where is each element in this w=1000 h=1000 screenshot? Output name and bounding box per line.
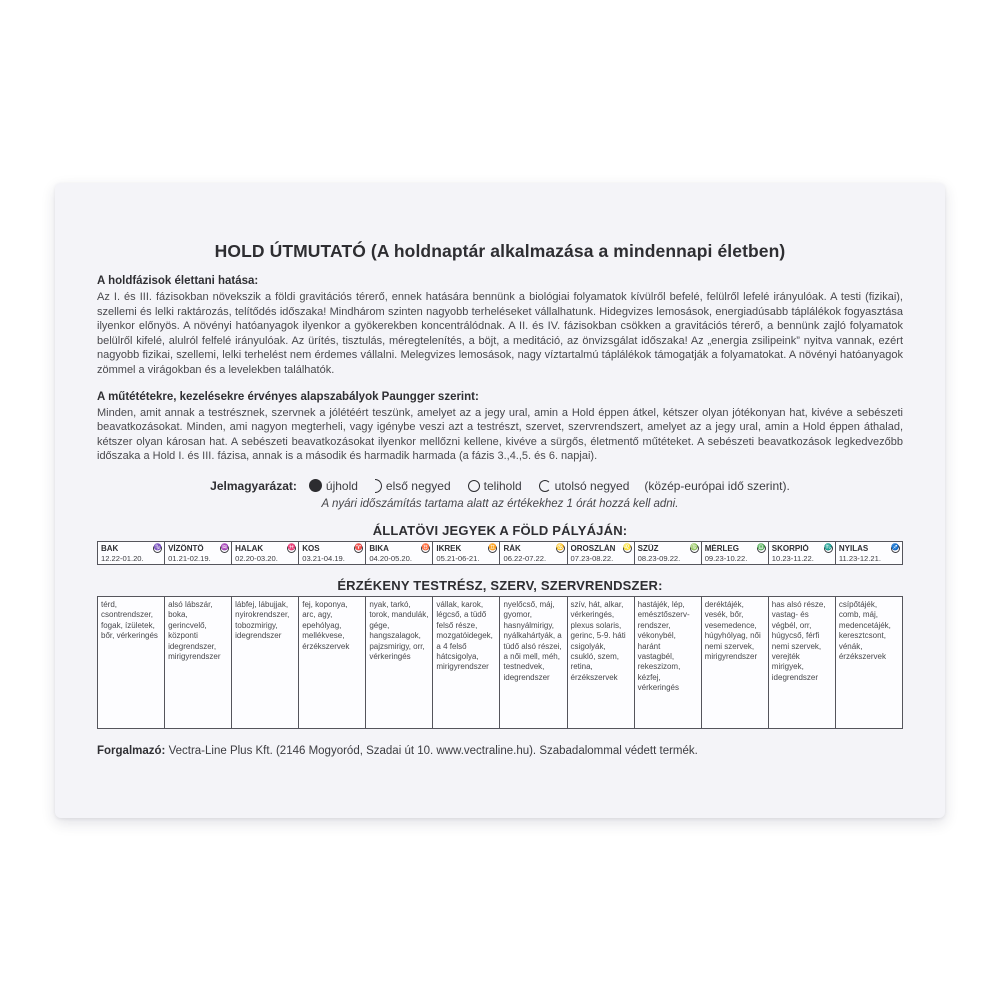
summer-time-note: A nyári időszámítás tartama alatt az értékekhez 1 órát hozzá kell adni. [321,497,679,510]
zodiac-table [97,541,903,565]
last-quarter-moon-icon [539,480,551,492]
zodiac-dates: 05.21-06-21. [436,553,480,563]
organ-column: csípőtájék, comb, máj, medencetájék, keresztcsont, vénák, érzékszervek [835,597,902,728]
organ-column: vállak, karok, légcső, a tüdő felső része, mozgatóidegek, a 4 felső hátcsigolya, mirigyrendszer [432,597,499,728]
legend-row [97,479,903,493]
zodiac-cell [365,542,432,564]
legend-item-last-quarter [539,479,630,493]
zodiac-cell [835,542,902,564]
legend-timezone-note: (közép-európai idő szerint). [644,478,790,493]
zodiac-dates: 10.23-11.22. [771,553,814,563]
zodiac-symbol-icon: ♐ [891,544,900,552]
zodiac-symbol-icon: ♓ [287,544,296,552]
paragraph-surgery-rules: Minden, amit annak a testrésznek, szervnek a jólétéért teszünk, amelyet az a jegy ural, amin a Hold éppen átkel, kétszer olyan jótékonyan hat, kivéve a sebészeti beavatkozásokat. Minden, ami nagyon megterheli, vagy igénybe veszi azt a testrészt, szervet, szervrendszert, amelyet az a jegy ural, amin a Hold éppen áthalad, kétszer olyan károsan hat. A sebészeti beavatkozásokat ilyenkor mellőzni kellene, kivéve a sürgős, életmentő műtéteket. A sebészeti beavatkozások legkedvezőbb időszaka a Hold I. és III. fázisa, annak is a második és harmadik harmada (a fázis 3.,4.,5. és 6. napjai). [97,406,903,463]
zodiac-symbol-icon: ♎ [757,544,766,552]
organ-column: nyak, tarkó, torok, mandulák, gége, hangszalagok, pajzsmirigy, orr, vérkeringés [365,597,432,728]
organ-column: lábfej, lábujjak, nyirokrendszer, tobozmirigy, idegrendszer [231,597,298,728]
zodiac-symbol-icon: ♍ [690,544,699,552]
zodiac-cell [499,542,566,564]
legend-label: Jelmagyarázat: [210,478,297,493]
organ-column: alsó lábszár, boka, gerincvelő, központi idegrendszer, mirigyrendszer [164,597,231,728]
organ-column: hastájék, lép, emésztőszerv-rendszer, vékonybél, haránt vastagbél, rekeszizom, kézfej, vérkeringés [634,597,701,728]
paragraph-moon-phases: Az I. és III. fázisokban növekszik a földi gravitációs térerő, ennek hatására bennünk a biológiai folyamatok kívülről befelé, felülről lefelé irányulóak. A testi (fizikai), szellemi és lelki raktározás, telítődés időszaka! Mindhárom szinten nagyobb terheléseket vállalhatunk. Hidegvizes lemosások, energiadúsabb táplálékok fogyasztása ilyenkor előnyös. A növényi hatóanyagok ilyenkor a gyökerekben koncentrálódnak. A II. és IV. fázisokban csökken a gravitációs térerő, a bennünk zajló folyamatok belülről kifelé, alulról felfelé irányulóak. Az ürítés, tisztulás, méregtelenítés, a böjt, a meditáció, az önvizsgálat időszaka! Az „energia zsilipeink” nyitva vannak, ezért nagyobb fizikai, szellemi, lelki terhelést nem érdemes vállalni. Melegvizes lemosások, nagy víztartalmú táplálékok támogatják a folyamatokat. A növényi hatóanyagok zömmel a virágokban és a levelekben találhatók. [97,291,903,376]
zodiac-symbol-icon: ♉ [421,544,430,552]
zodiac-symbol-icon: ♊ [488,544,498,552]
moon-guide-card [55,183,945,818]
zodiac-dates: 07.23-08.22. [570,553,614,563]
zodiac-cell [164,542,231,564]
zodiac-name: HALAK [235,543,264,553]
organ-column: térd, csontrendszer, fogak, ízületek, bőr, vérkeringés [101,599,158,641]
legend-item-label: telihold [483,478,522,493]
zodiac-cell [231,542,298,564]
zodiac-cell [98,542,164,564]
footer [97,745,903,757]
organ-column: szív, hát, alkar, vérkeringés, plexus solaris, gerinc, 5-9. háti csigolyák, csukló, szem, retina, érzékszervek [567,597,634,728]
zodiac-dates: 06.22-07.22. [503,553,547,563]
new-moon-icon [309,479,322,492]
legend-item-first-quarter [375,479,451,493]
legend-item-label: újhold [325,478,358,493]
zodiac-symbol-icon: ♋ [556,544,565,552]
organ-column: fej, koponya, arc, agy, epehólyag, mellékvese, érzékszervek [298,597,365,728]
zodiac-symbol-icon: ♈ [354,544,363,552]
organs-table-title: ÉRZÉKENY TESTRÉSZ, SZERV, SZERVRENDSZER: [337,577,663,593]
distributor-label: Forgalmazó: [97,744,166,757]
zodiac-name: IKREK [436,543,462,553]
legend-item-label: első negyed [385,478,451,493]
legend-item-new-moon [309,479,358,493]
zodiac-symbol-icon: ♌ [623,544,632,552]
zodiac-name: BAK [101,543,119,553]
zodiac-dates: 02.20-03.20. [235,553,278,563]
legend-item-full-moon [468,479,522,493]
legend-item-label: utolsó negyed [554,478,630,493]
full-moon-icon [468,480,480,492]
organ-column: nyelőcső, máj, gyomor, hasnyálmirigy, nyálkahártyák, a tüdő alsó részei, a női mell, méh, testnedvek, idegrendszer [499,597,566,728]
organ-column: deréktájék, vesék, bőr, vesemedence, húgyhólyag, női nemi szervek, mirigyrendszer [701,597,768,728]
zodiac-name: SKORPIÓ [771,543,809,553]
zodiac-name: SZŰZ [637,543,659,553]
zodiac-cell [567,542,634,564]
zodiac-symbol-icon: ♒ [220,544,229,552]
zodiac-dates: 11.23-12.21. [838,553,881,563]
zodiac-cell [768,542,835,564]
zodiac-dates: 03.21-04.19. [302,553,345,563]
zodiac-symbol-icon: ♑ [153,544,162,552]
zodiac-table-title: ÁLLATÖVI JEGYEK A FÖLD PÁLYÁJÁN: [372,522,628,538]
organs-table [97,596,903,729]
zodiac-cell [701,542,768,564]
zodiac-dates: 04.20-05.20. [369,553,412,563]
zodiac-cell [432,542,499,564]
section-heading-surgery-rules: A műtététekre, kezelésekre érvényes alapszabályok Paungger szerint: [97,390,479,403]
page-title: HOLD ÚTMUTATÓ (A holdnaptár alkalmazása a mindennapi életben) [214,241,786,261]
zodiac-name: RÁK [503,543,521,553]
zodiac-dates: 09.23-10.22. [704,553,748,563]
first-quarter-moon-icon [375,479,382,493]
section-heading-moon-phases: A holdfázisok élettani hatása: [97,275,259,287]
zodiac-dates: 01.21-02.19. [168,553,211,563]
zodiac-cell [298,542,365,564]
zodiac-dates: 12.22-01.20. [101,553,144,563]
zodiac-symbol-icon: ♏ [824,544,833,552]
zodiac-name: VÍZÖNTŐ [168,543,204,553]
organ-column: has alsó része, vastag- és végbél, orr, húgycső, férfi nemi szervek, verejték mirigyek, idegrendszer [768,597,835,728]
zodiac-dates: 08.23-09.22. [637,553,681,563]
distributor-text: Vectra-Line Plus Kft. (2146 Mogyoród, Szadai út 10. www.vectraline.hu). Szabadalommal védett termék. [168,744,698,757]
zodiac-name: NYILAS [838,543,869,553]
zodiac-name: MÉRLEG [704,543,739,553]
zodiac-name: OROSZLÁN [570,543,616,553]
zodiac-name: BIKA [369,543,389,553]
zodiac-name: KOS [302,543,320,553]
zodiac-cell [634,542,701,564]
